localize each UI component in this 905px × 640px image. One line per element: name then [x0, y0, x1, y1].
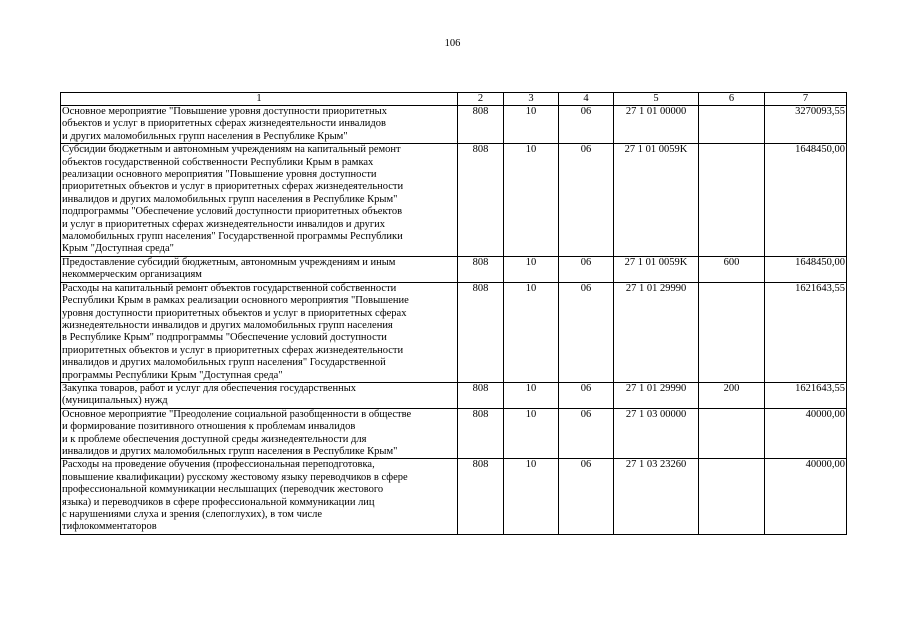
target-article-code: 27 1 01 00000 [614, 106, 699, 144]
column-header: 7 [765, 93, 847, 106]
expense-type-code [699, 282, 765, 382]
section-code: 10 [504, 382, 559, 408]
column-header: 5 [614, 93, 699, 106]
subsection-code: 06 [559, 459, 614, 534]
amount: 40000,00 [765, 459, 847, 534]
item-name: Субсидии бюджетным и автономным учреждениям на капитальный ремонт объектов государственной собственности Республики Крым в рамках реализации основного мероприятия "Повышение уровня доступности приоритетных объектов и услуг в приоритетных сферах жизнедеятельности инвалидов и других маломобильных групп населения в Республике Крым" подпрограммы "Обеспечение условий доступности приоритетных объектов и услуг в приоритетных сферах жизнедеятельности инвалидов и других маломобильных групп населения" Государственной программы Республики Крым "Доступная среда" [62, 144, 404, 255]
item-name-cell [61, 282, 458, 382]
section-code: 10 [504, 459, 559, 534]
column-header: 2 [458, 93, 504, 106]
page-number: 106 [444, 38, 461, 49]
item-name-cell [61, 256, 458, 282]
section-code: 10 [504, 144, 559, 257]
amount: 1648450,00 [765, 144, 847, 257]
subsection-code: 06 [559, 408, 614, 459]
amount: 1648450,00 [765, 256, 847, 282]
item-name: Предоставление субсидий бюджетным, автономным учреждениям и иным некоммерческим организациям [62, 256, 396, 281]
section-code: 10 [504, 408, 559, 459]
header-row [61, 93, 847, 106]
item-name: Закупка товаров, работ и услуг для обеспечения государственных (муниципальных) нужд [62, 382, 357, 407]
table-row [61, 382, 847, 408]
column-header: 3 [504, 93, 559, 106]
subsection-code: 06 [559, 256, 614, 282]
column-header: 6 [699, 93, 765, 106]
item-name-cell [61, 459, 458, 534]
item-name-cell [61, 106, 458, 144]
column-header: 1 [61, 93, 458, 106]
table-row [61, 282, 847, 382]
expense-type-code [699, 144, 765, 257]
expense-type-code: 600 [699, 256, 765, 282]
amount: 3270093,55 [765, 106, 847, 144]
amount: 1621643,55 [765, 282, 847, 382]
ministry-code: 808 [458, 408, 504, 459]
item-name-cell [61, 144, 458, 257]
item-name-cell [61, 408, 458, 459]
table-row [61, 459, 847, 534]
target-article-code: 27 1 01 0059K [614, 144, 699, 257]
ministry-code: 808 [458, 144, 504, 257]
expense-type-code: 200 [699, 382, 765, 408]
table-row [61, 144, 847, 257]
subsection-code: 06 [559, 144, 614, 257]
item-name-cell [61, 382, 458, 408]
item-name: Основное мероприятие "Преодоление социальной разобщенности в обществе и формирование позитивного отношения к проблемам инвалидов и к проблеме обеспечения доступной среды жизнедеятельности для инвалидов и других маломобильных групп населения в Республике Крым" [62, 408, 412, 457]
expense-type-code [699, 408, 765, 459]
amount: 1621643,55 [765, 382, 847, 408]
item-name: Основное мероприятие "Повышение уровня доступности приоритетных объектов и услуг в приоритетных сферах жизнедеятельности инвалидов и других маломобильных групп населения в Республике Крым" [62, 106, 387, 142]
subsection-code: 06 [559, 106, 614, 144]
expense-type-code [699, 459, 765, 534]
expense-type-code [699, 106, 765, 144]
ministry-code: 808 [458, 282, 504, 382]
item-name: Расходы на капитальный ремонт объектов государственной собственности Республики Крым в рамках реализации основного мероприятия "Повышение уровня доступности приоритетных объектов и услуг в приоритетных сферах жизнедеятельности инвалидов и других маломобильных групп населения в Республике Крым" подпрограммы "Обеспечение условий доступности приоритетных объектов и услуг в приоритетных сферах жизнедеятельности инвалидов и других маломобильных групп населения" Государственной программы Республики Крым "Доступная среда" [62, 282, 409, 381]
subsection-code: 06 [559, 382, 614, 408]
section-code: 10 [504, 106, 559, 144]
budget-table [60, 92, 847, 535]
ministry-code: 808 [458, 382, 504, 408]
table-row [61, 256, 847, 282]
section-code: 10 [504, 282, 559, 382]
section-code: 10 [504, 256, 559, 282]
target-article-code: 27 1 01 0059K [614, 256, 699, 282]
table-row [61, 408, 847, 459]
table-row [61, 106, 847, 144]
item-name: Расходы на проведение обучения (профессиональная переподготовка, повышение квалификации) русскому жестовому языку переводчиков в сфере профессиональной коммуникации неслышащих (переводчик жестового языка) и переводчиков в сфере профессиональной коммуникации лиц с нарушениями слуха и зрения (слепоглухих), в том числе тифлокомментаторов [62, 459, 408, 533]
ministry-code: 808 [458, 106, 504, 144]
column-header: 4 [559, 93, 614, 106]
subsection-code: 06 [559, 282, 614, 382]
target-article-code: 27 1 03 00000 [614, 408, 699, 459]
ministry-code: 808 [458, 256, 504, 282]
amount: 40000,00 [765, 408, 847, 459]
target-article-code: 27 1 03 23260 [614, 459, 699, 534]
ministry-code: 808 [458, 459, 504, 534]
target-article-code: 27 1 01 29990 [614, 282, 699, 382]
target-article-code: 27 1 01 29990 [614, 382, 699, 408]
